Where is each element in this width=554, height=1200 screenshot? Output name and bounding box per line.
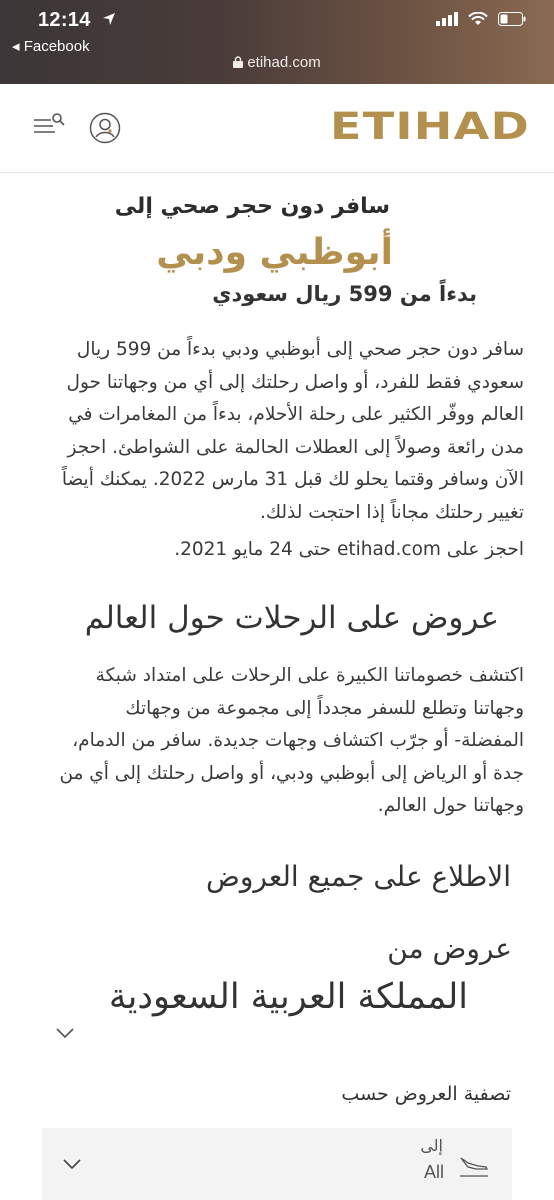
location-arrow-icon xyxy=(102,12,116,26)
promo-title: أبوظبي ودبي xyxy=(156,232,393,273)
lock-icon xyxy=(233,56,243,68)
status-icons xyxy=(436,12,526,26)
destination-filter-dropdown[interactable] xyxy=(42,1128,512,1200)
paragraph-line: سافر دون حجر صحي إلى أبوظبي ودبي بدءاً من 599 ريال xyxy=(76,339,524,360)
chevron-down-icon[interactable] xyxy=(62,1158,82,1170)
status-bar xyxy=(0,0,554,84)
promo-pre-title: سافر دون حجر صحي إلى xyxy=(114,194,390,219)
plane-landing-icon xyxy=(458,1154,490,1180)
site-header xyxy=(0,84,554,173)
svg-text:ETIHAD: ETIHAD xyxy=(330,106,530,146)
paragraph-line: وجهاتنا حول العالم. xyxy=(377,795,524,817)
url-text: etihad.com xyxy=(247,54,321,71)
paragraph-line: مدن رائعة وصولاً إلى العطلات الحالمة على الشواطئ. احجز xyxy=(67,436,524,458)
offers-paragraph xyxy=(24,660,524,823)
clock: 12:14 xyxy=(38,9,91,31)
country-selector[interactable]: المملكة العربية السعودية xyxy=(108,977,468,1017)
view-all-offers-link[interactable]: الاطلاع على جميع العروض xyxy=(206,860,511,893)
cellular-signal-icon xyxy=(436,12,458,26)
offers-from-label: عروض من xyxy=(387,932,512,965)
booking-note: احجز على etihad.com حتى 24 مايو 2021. xyxy=(174,539,524,560)
promo-subtitle: بدءاً من 599 ريال سعودي xyxy=(212,282,477,306)
paragraph-line: سعودي فقط للفرد، أو واصل رحلتك إلى أي من وجهاتنا حول xyxy=(66,371,524,393)
wifi-icon xyxy=(468,12,488,26)
paragraph-line: اكتشف خصوماتنا الكبيرة على الرحلات على امتداد شبكة xyxy=(95,665,524,686)
battery-icon xyxy=(498,12,526,26)
paragraph-line: المفضلة- أو جرّب اكتشاف وجهات جديدة. سافر من الدمام، xyxy=(72,730,524,752)
chevron-down-icon[interactable] xyxy=(55,1026,75,1040)
filter-to-label: إلى xyxy=(420,1136,443,1155)
user-account-icon[interactable] xyxy=(89,112,121,144)
paragraph-line: جدة أو الرياض إلى أبوظبي ودبي، أو واصل رحلتك إلى أي من xyxy=(59,762,524,784)
paragraph-line: وجهاتنا وتطلع للسفر مجدداً إلى مجموعة من وجهاتك xyxy=(125,697,524,719)
etihad-logo[interactable] xyxy=(328,106,532,146)
promo-paragraph xyxy=(24,334,524,530)
paragraph-line: الآن وسافر وقتما يحلو لك قبل 31 مارس 2022. يمكنك أيضاً xyxy=(61,469,524,491)
address-bar[interactable] xyxy=(0,54,554,71)
paragraph-line: العالم ووفّر الكثير على رحلة الأحلام، بدءاً من المغامرات في xyxy=(68,404,524,426)
paragraph-line: تغيير رحلتك مجاناً إذا احتجت لذلك. xyxy=(259,501,524,523)
back-to-facebook-link[interactable]: ◂ Facebook xyxy=(12,38,90,55)
menu-search-icon[interactable] xyxy=(33,112,65,142)
offers-heading: عروض على الرحلات حول العالم xyxy=(84,600,499,636)
filter-to-value: All xyxy=(423,1162,444,1182)
filter-offers-label: تصفية العروض حسب xyxy=(341,1083,511,1105)
